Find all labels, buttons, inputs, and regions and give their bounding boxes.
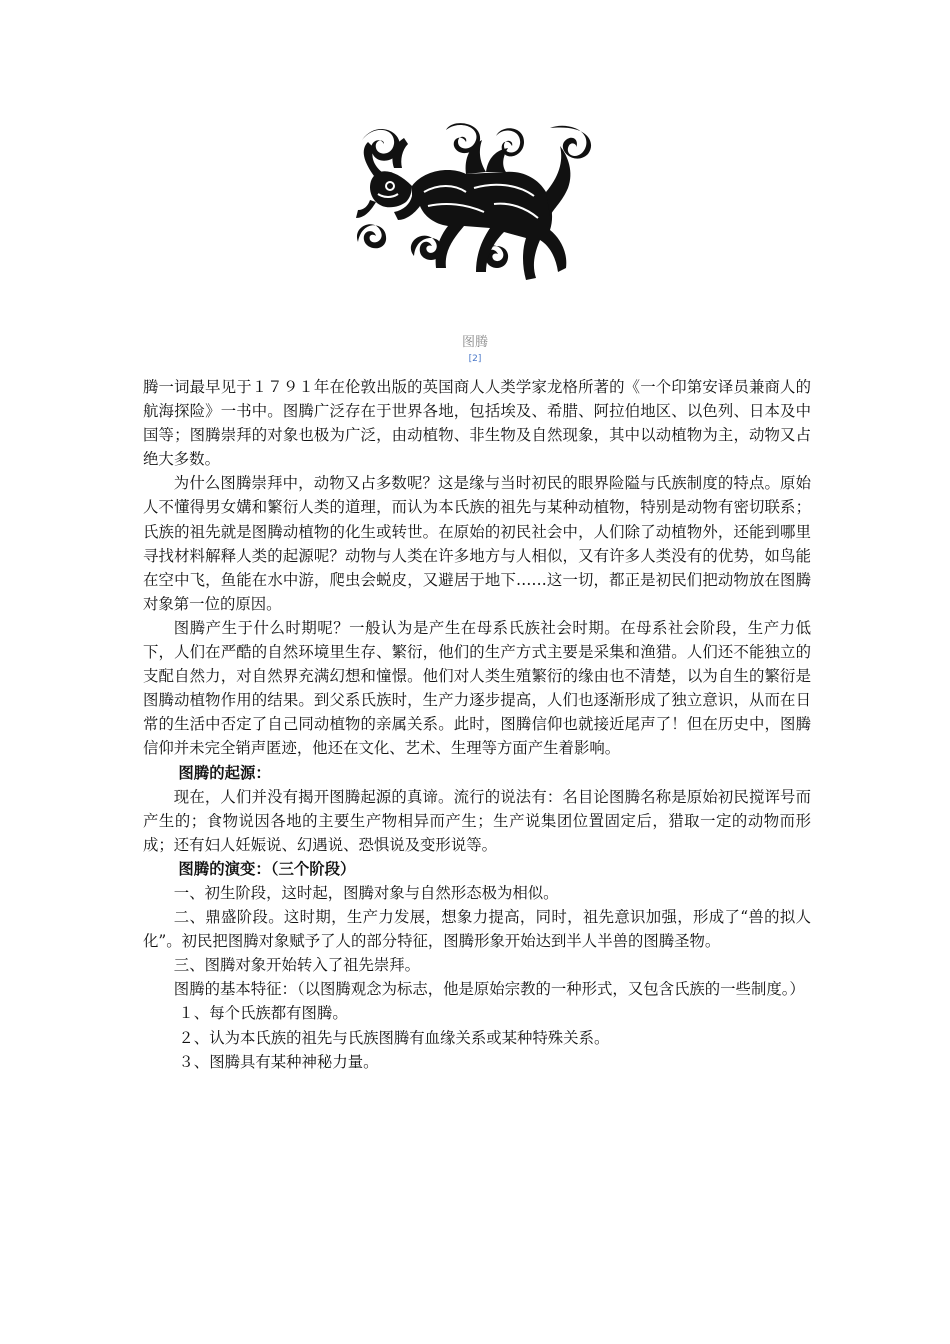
- stage-item: 一、初生阶段，这时起，图腾对象与自然形态极为相似。: [173, 883, 559, 902]
- body-paragraph: 图腾的基本特征：（以图腾观念为标志，他是原始宗教的一种形式，又包含氏族的一些制度。）: [173, 980, 805, 999]
- section-heading-evolution: 图腾的演变：（三个阶段）: [178, 859, 356, 878]
- figure-caption: 图腾: [461, 335, 488, 350]
- feature-item: １、每个氏族都有图腾。: [178, 1004, 348, 1023]
- article-body: [143, 375, 811, 1074]
- totem-beast-image: [354, 122, 594, 292]
- body-paragraph: 现在，人们并没有揭开图腾起源的真谛。流行的说法有：名目论图腾名称是原始初民搅诨号而产生的；食物说因各地的主要生产物相异而产生；生产说集团位置固定后，猎取一定的动物而形成；还有妇人妊娠说、幻遇说、恐惧说及变形说等。: [143, 787, 811, 854]
- stage-item: 二、鼎盛阶段。这时期，生产力发展，想象力提高，同时，祖先意识加强，形成了“兽的拟人化”。初民把图腾对象赋予了人的部分特征，图腾形象开始达到半人半兽的图腾圣物。: [143, 908, 811, 951]
- section-heading-origin: 图腾的起源：: [178, 763, 271, 782]
- feature-item: ３、图腾具有某种神秘力量。: [178, 1052, 379, 1071]
- feature-item: ２、认为本氏族的祖先与氏族图腾有血缘关系或某种特殊关系。: [178, 1028, 610, 1047]
- figure-reference-link[interactable]: [2]: [468, 354, 482, 364]
- stage-item: 三、图腾对象开始转入了祖先崇拜。: [173, 956, 421, 975]
- intro-paragraph: 腾一词最早见于１７９１年在伦敦出版的英国商人人类学家龙格所著的《一个印第安译员兼商人的航海探险》一书中。图腾广泛存在于世界各地，包括埃及、希腊、阿拉伯地区、以色列、日本及中国等；图腾崇拜的对象也极为广泛，由动植物、非生物及自然现象，其中以动植物为主，动物又占绝大多数。: [143, 378, 811, 469]
- body-paragraph: 为什么图腾崇拜中，动物又占多数呢？这是缘与当时初民的眼界险隘与氏族制度的特点。原始人不懂得男女媾和繁衍人类的道理，而认为本氏族的祖先与某种动植物，特别是动物有密切联系；氏族的祖先就是图腾动植物的化生或转世。在原始的初民社会中，人们除了动植物外，还能到哪里寻找材料解释人类的起源呢？动物与人类在许多地方与人相似，又有许多人类没有的优势，如鸟能在空中飞，鱼能在水中游，爬虫会蜕皮，又避居于地下……这一切，都正是初民们把动物放在图腾对象第一位的原因。: [143, 474, 811, 613]
- body-paragraph: 图腾产生于什么时期呢？一般认为是产生在母系氏族社会时期。在母系社会阶段，生产力低下，人们在严酷的自然环境里生存、繁衍，他们的生产方式主要是采集和渔猎。人们还不能独立的支配自然力，对自然界充满幻想和憧憬。他们对人类生殖繁衍的缘由也不清楚，以为自生的繁衍是图腾动植物作用的结果。到父系氏族时，生产力逐步提高，人们也逐渐形成了独立意识，从而在日常的生活中否定了自己同动植物的亲属关系。此时，图腾信仰也就接近尾声了！但在历史中，图腾信仰并未完全销声匿迹，他还在文化、艺术、生理等方面产生着影响。: [143, 618, 811, 758]
- mythical-beast-silhouette: [354, 122, 594, 292]
